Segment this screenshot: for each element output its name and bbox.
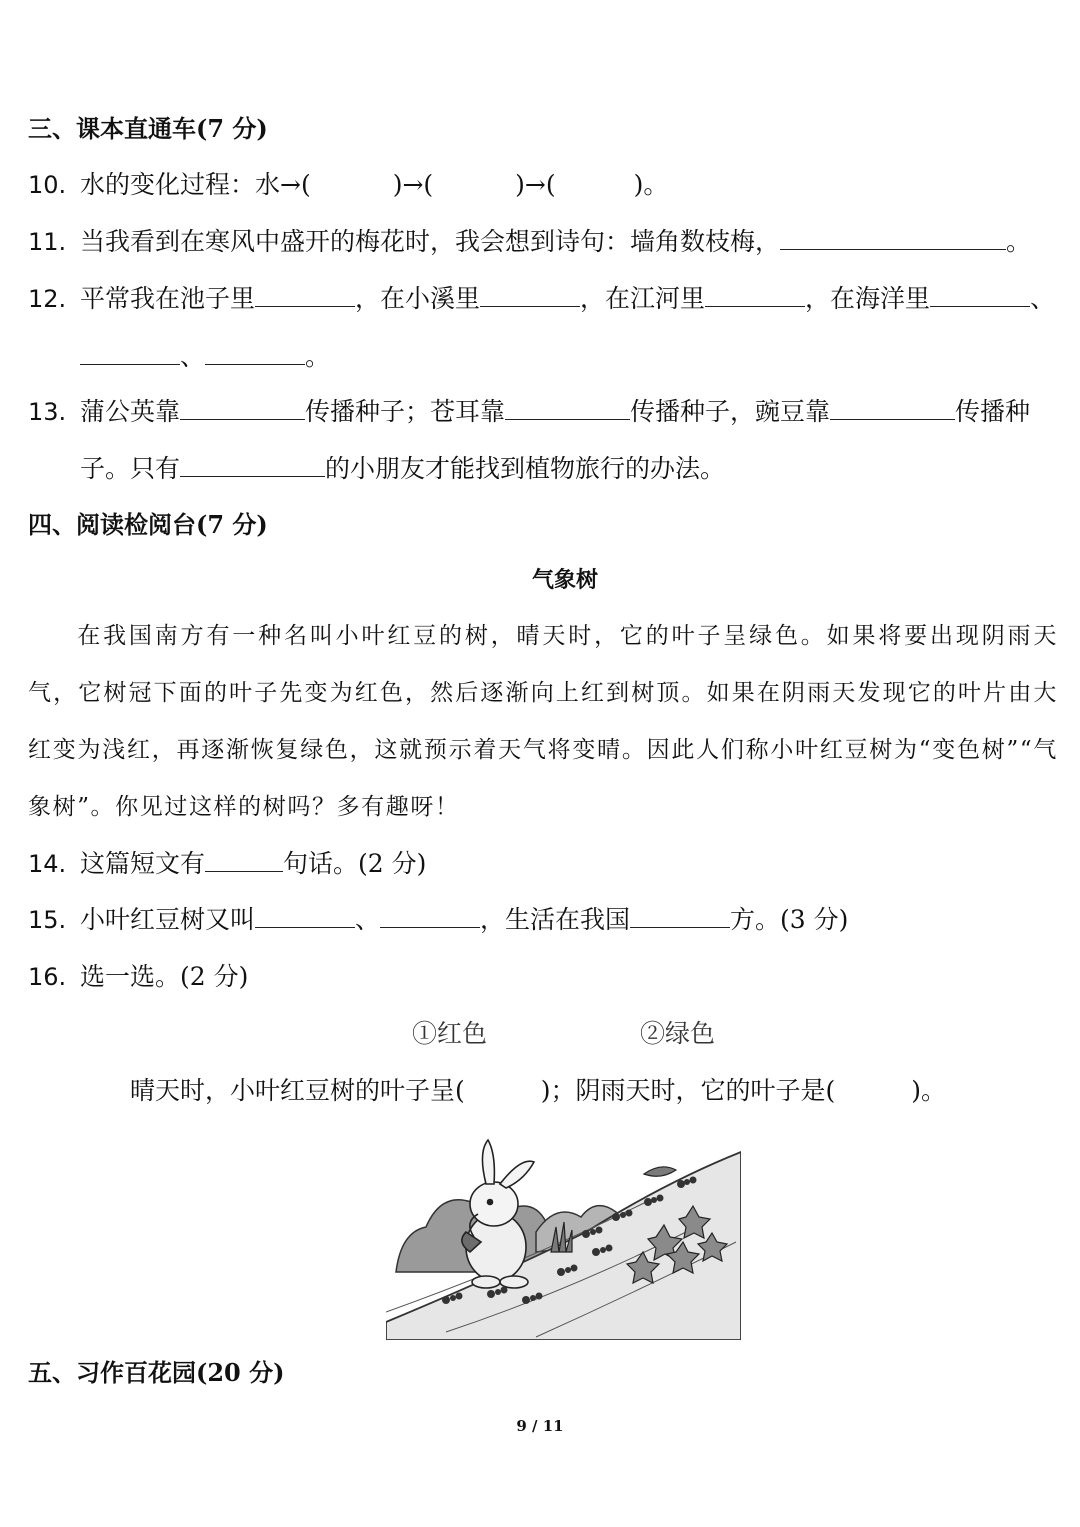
answer-blank[interactable]: [830, 395, 955, 420]
question-13: [28, 395, 1030, 429]
answer-blank[interactable]: [505, 395, 630, 420]
answer-blank[interactable]: [255, 282, 355, 307]
question-text: 传播种子；苍耳靠: [305, 397, 506, 426]
question-text: ，在海洋里: [805, 284, 931, 313]
question-text: 、: [1030, 284, 1056, 313]
question-text: 这篇短文有: [80, 849, 206, 878]
question-text: 子。只有: [80, 454, 181, 483]
answer-blank[interactable]: [780, 225, 1006, 250]
answer-blank[interactable]: [930, 282, 1030, 307]
question-text: 传播种: [955, 397, 1031, 426]
question-16-sentence: [130, 1074, 946, 1108]
question-text: 平常我在池子里: [80, 284, 256, 313]
question-text: )。: [911, 1076, 947, 1105]
question-number: 13.: [28, 398, 67, 426]
question-13-continued: [80, 452, 725, 486]
answer-blank[interactable]: [255, 903, 355, 928]
question-text: 水的变化过程：水→(: [80, 170, 311, 199]
question-12-continued: [80, 340, 330, 374]
answer-blank[interactable]: [705, 282, 805, 307]
answer-blank[interactable]: [480, 282, 580, 307]
section-three-heading: 三、课本直通车(7 分): [28, 114, 268, 143]
question-text: 句话。(2 分): [283, 849, 427, 878]
question-text: 选一选。(2 分): [80, 962, 249, 991]
answer-blank[interactable]: [205, 340, 305, 365]
question-text: )→(: [515, 170, 556, 199]
question-text: 方。(3 分): [730, 905, 849, 934]
answer-blank[interactable]: [180, 452, 325, 477]
question-text: ，在江河里: [580, 284, 706, 313]
question-text: 传播种子，豌豆靠: [630, 397, 831, 426]
section-five-heading: 五、习作百花园(20 分): [28, 1358, 285, 1387]
question-text: )。: [633, 170, 669, 199]
question-10: [28, 168, 668, 202]
question-15: [28, 903, 848, 937]
question-number: 10.: [28, 171, 67, 199]
question-text: 蒲公英靠: [80, 397, 181, 426]
question-number: 12.: [28, 285, 67, 313]
page-number: 9 / 11: [516, 1417, 564, 1435]
answer-blank[interactable]: [180, 395, 305, 420]
question-text: 、: [180, 342, 206, 371]
question-text: )；阴雨天时，它的叶子是(: [540, 1076, 836, 1105]
question-number: 11.: [28, 228, 67, 256]
answer-blank[interactable]: [205, 847, 283, 872]
question-text: 的小朋友才能找到植物旅行的办法。: [325, 454, 726, 483]
passage-text: 在我国南方有一种名叫小叶红豆的树，晴天时，它的叶子呈绿色。如果将要出现阴雨天气，它树冠下面的叶子先变为红色，然后逐渐向上红到树顶。如果在阴雨天发现它的叶片由大红变为浅红，再逐渐恢复绿色，这就预示着天气将变晴。因此人们称小叶红豆树为“变色树”“气象树”。你见过这样的树吗？多有趣呀！: [28, 623, 1058, 820]
rabbit-and-ants-illustration: [386, 1122, 741, 1340]
question-12: [28, 282, 1055, 316]
answer-blank[interactable]: [630, 903, 730, 928]
question-text: ，在小溪里: [355, 284, 481, 313]
question-text: 。: [305, 342, 331, 371]
answer-blank[interactable]: [80, 340, 180, 365]
question-text: 、: [355, 905, 381, 934]
question-text: 当我看到在寒风中盛开的梅花时，我会想到诗句：墙角数枝梅，: [80, 227, 781, 256]
option-red: ①红色: [412, 1019, 488, 1048]
question-text: 。: [1006, 227, 1032, 256]
passage-title: 气象树: [531, 568, 598, 593]
section-four-heading: 四、阅读检阅台(7 分): [28, 510, 268, 539]
reading-passage: [28, 608, 1058, 836]
question-16: [28, 960, 248, 994]
question-11: [28, 225, 1031, 259]
question-text: ，生活在我国: [480, 905, 631, 934]
question-text: 小叶红豆树又叫: [80, 905, 256, 934]
option-green: ②绿色: [640, 1019, 716, 1048]
question-number: 15.: [28, 906, 67, 934]
answer-blank[interactable]: [380, 903, 480, 928]
question-14: [28, 847, 426, 881]
question-number: 14.: [28, 850, 67, 878]
question-text: 晴天时，小叶红豆树的叶子呈(: [130, 1076, 465, 1105]
question-number: 16.: [28, 963, 67, 991]
question-text: )→(: [392, 170, 434, 199]
